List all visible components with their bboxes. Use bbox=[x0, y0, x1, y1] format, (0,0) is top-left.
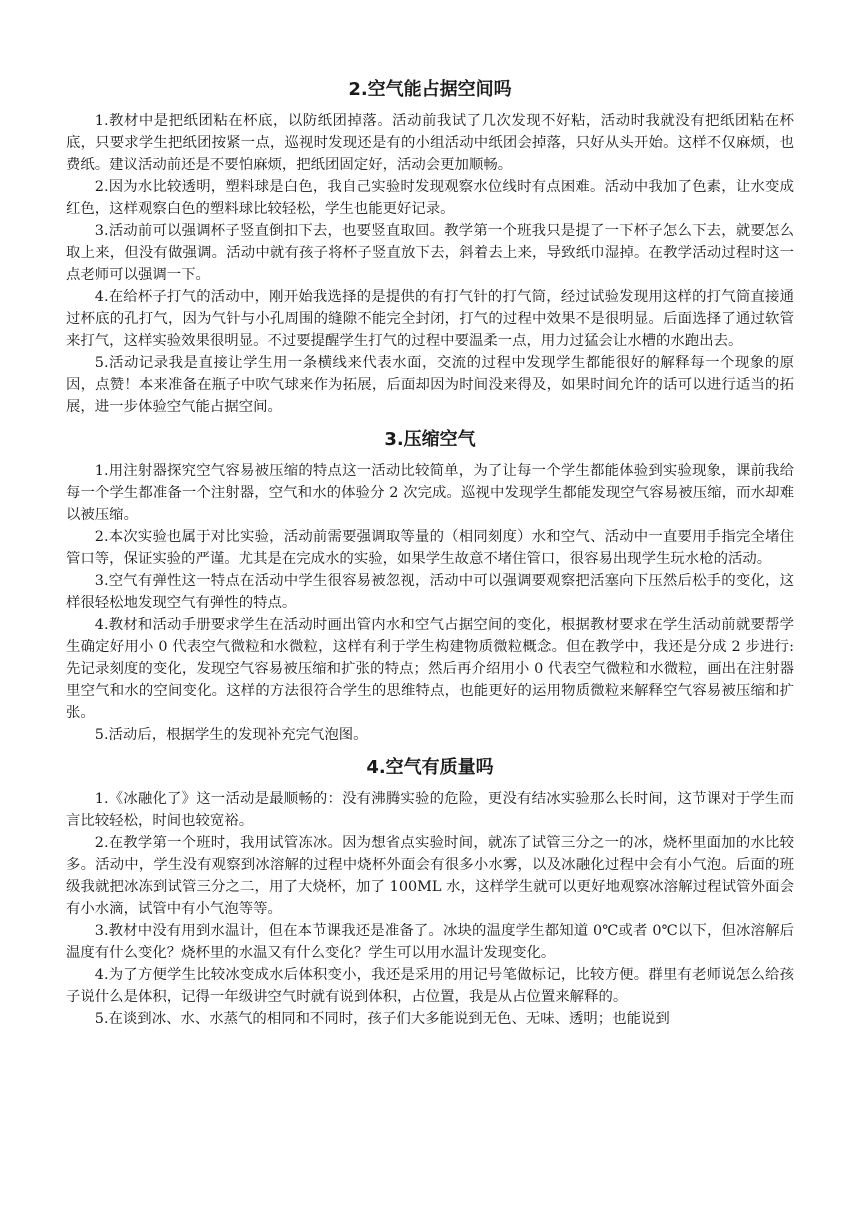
paragraph: 2.在教学第一个班时，我用试管冻冰。因为想省点实验时间，就冻了试管三分之一的冰，烧杯里面加的水比较多。活动中，学生没有观察到冰溶解的过程中烧杯外面会有很多小水雾，以及冰融化过程中会有小气泡。后面的班级我就把冰冻到试管三分之二，用了大烧杯，加了 100ML 水，这样学生就可以更好地观察冰溶解过程试管外面会有小水滴，试管中有小气泡等等。 bbox=[66, 835, 794, 917]
section-compress-air bbox=[66, 428, 794, 746]
paragraph: 4.为了方便学生比较冰变成水后体积变小，我还是采用的用记号笔做标记，比较方便。群里有老师说怎么给孩子说什么是体积，记得一年级讲空气时就有说到体积，占位置，我是从占位置来解释的。 bbox=[66, 967, 794, 1005]
paragraph: 5.在谈到冰、水、水蒸气的相同和不同时，孩子们大多能说到无色、无味、透明；也能说到 bbox=[94, 1011, 670, 1027]
paragraph: 1.《冰融化了》这一活动是最顺畅的：没有沸腾实验的危险，更没有结冰实验那么长时间，这节课对于学生而言比较轻松，时间也较宽裕。 bbox=[66, 791, 794, 829]
section-title: 2.空气能占据空间吗 bbox=[348, 79, 512, 100]
section-air-occupies-space bbox=[66, 78, 794, 418]
paragraph: 5.活动记录我是直接让学生用一条横线来代表水面，交流的过程中发现学生都能很好的解释每一个现象的原因，点赞！本来准备在瓶子中吹气球来作为拓展，后面却因为时间没来得及，如果时间允许的话可以进行适当的拓展，进一步体验空气能占据空间。 bbox=[66, 355, 794, 415]
paragraph: 5.活动后，根据学生的发现补充完气泡图。 bbox=[94, 727, 368, 743]
section-title: 4.空气有质量吗 bbox=[366, 757, 494, 778]
section-title: 3.压缩空气 bbox=[384, 429, 476, 450]
section-air-has-mass bbox=[66, 756, 794, 1030]
paragraph: 3.活动前可以强调杯子竖直倒扣下去，也要竖直取回。教学第一个班我只是提了一下杯子怎么下去，就要怎么取上来，但没有做强调。活动中就有孩子将杯子竖直放下去，斜着去上来，导致纸巾湿掉。在教学活动过程时这一点老师可以强调一下。 bbox=[66, 223, 794, 283]
paragraph: 1.用注射器探究空气容易被压缩的特点这一活动比较简单，为了让每一个学生都能体验到实验现象，课前我给每一个学生都准备一个注射器，空气和水的体验分 2 次完成。巡视中发现学生都能发现空气容易被压缩，而水却难以被压缩。 bbox=[66, 463, 794, 523]
paragraph: 4.在给杯子打气的活动中，刚开始我选择的是提供的有打气针的打气筒，经过试验发现用这样的打气筒直接通过杯底的孔打气，因为气针与小孔周围的缝隙不能完全封闭，打气的过程中效果不是很明显。后面选择了通过软管来打气，这样实验效果很明显。不过要提醒学生打气的过程中要温柔一点，用力过猛会让水槽的水跑出去。 bbox=[66, 289, 794, 349]
paragraph: 2.本次实验也属于对比实验，活动前需要强调取等量的（相同刻度）水和空气、活动中一直要用手指完全堵住管口等，保证实验的严谨。尤其是在完成水的实验，如果学生故意不堵住管口，很容易出现学生玩水枪的活动。 bbox=[66, 529, 794, 567]
paragraph: 1.教材中是把纸团粘在杯底，以防纸团掉落。活动前我试了几次发现不好粘，活动时我就没有把纸团粘在杯底，只要求学生把纸团按紧一点，巡视时发现还是有的小组活动中纸团会掉落，只好从头开始。这样不仅麻烦，也费纸。建议活动前还是不要怕麻烦，把纸团固定好，活动会更加顺畅。 bbox=[66, 113, 794, 173]
paragraph: 3.教材中没有用到水温计，但在本节课我还是准备了。冰块的温度学生都知道 0℃或者 0℃以下，但冰溶解后温度有什么变化？烧杯里的水温又有什么变化？学生可以用水温计发现变化。 bbox=[66, 923, 794, 961]
paragraph: 4.教材和活动手册要求学生在活动时画出管内水和空气占据空间的变化，根据教材要求在学生活动前就要帮学生确定好用小 0 代表空气微粒和水微粒，这样有利于学生构建物质微粒概念。但在教学中，我还是分成 2 步进行:先记录刻度的变化，发现空气容易被压缩和扩张的特点；然后再介绍用小 0 代表空气微粒和水微粒，画出在注射器里空气和水的空间变化。这样的方法很符合学生的思维特点，也能更好的运用物质微粒来解释空气容易被压缩和扩张。 bbox=[66, 617, 794, 721]
paragraph: 2.因为水比较透明，塑料球是白色，我自己实验时发现观察水位线时有点困难。活动中我加了色素，让水变成红色，这样观察白色的塑料球比较轻松，学生也能更好记录。 bbox=[66, 179, 794, 217]
paragraph: 3.空气有弹性这一特点在活动中学生很容易被忽视，活动中可以强调要观察把活塞向下压然后松手的变化，这样很轻松地发现空气有弹性的特点。 bbox=[66, 573, 794, 611]
